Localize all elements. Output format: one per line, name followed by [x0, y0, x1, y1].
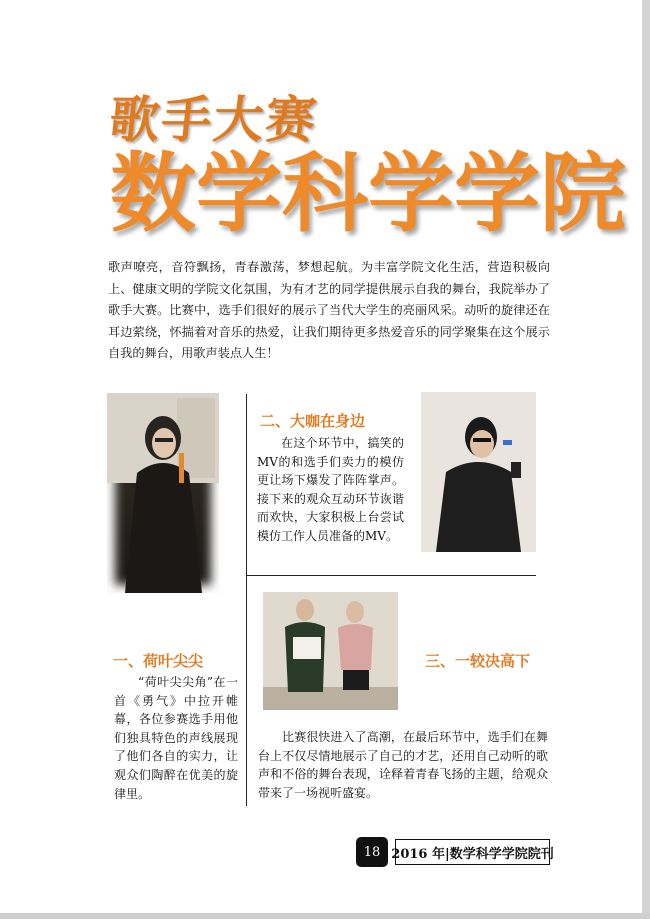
photo-singer-male — [421, 392, 536, 552]
photo-contestants-pair — [263, 592, 398, 710]
column-divider-vertical — [246, 394, 247, 806]
journal-name: 2016 年|数学科学学院院刊 — [395, 839, 550, 865]
section-heading-2: 二、大咖在身边 — [260, 412, 366, 430]
event-title: 歌手大赛 — [106, 90, 321, 149]
section-body-2: 在这个环节中，搞笑的MV的和选手们卖力的模仿更让场下爆发了阵阵掌声。接下来的观众互动环节诙谐而欢快，大家积极上台尝试模仿工作人员准备的MV。 — [257, 436, 404, 543]
page-number: 18 — [356, 837, 388, 867]
school-title: 数学科学学院 — [110, 143, 626, 244]
section-body-3: 比赛很快进入了高潮，在最后环节中，选手们在舞台上不仅尽情地展示了自己的才艺，还用自己动听的歌声和不俗的舞台表现，诠释着青春飞扬的主题，给观众带来了一场视听盛宴。 — [258, 730, 548, 800]
intro-paragraph: 歌声嘹亮，音符飘扬，青春激荡，梦想起航。为丰富学院文化生活，营造积极向上、健康文明的学院文化氛围，为有才艺的同学提供展示自我的舞台，我院举办了歌手大赛。比赛中，选手们很好的展示了当代大学生的亮丽风采。动听的旋律还在耳边萦绕，怀揣着对音乐的热爱，让我们期待更多热爱音乐的同学聚集在这个展示自我的舞台，用歌声装点人生！ — [108, 260, 550, 360]
photo-singer-female — [107, 393, 219, 593]
page-shadow-bottom — [0, 913, 650, 919]
section-heading-3: 三、一较决高下 — [425, 652, 531, 670]
section-body-1: “荷叶尖尖角”在一首《勇气》中拉开帷幕，各位参赛选手用他们独具特色的声线展现了他们各自的实力，让观众们陶醉在优美的旋律里。 — [114, 675, 238, 801]
column-divider-horizontal — [246, 575, 536, 576]
page-shadow-right — [642, 0, 650, 919]
section-heading-1: 一、荷叶尖尖 — [113, 652, 204, 670]
